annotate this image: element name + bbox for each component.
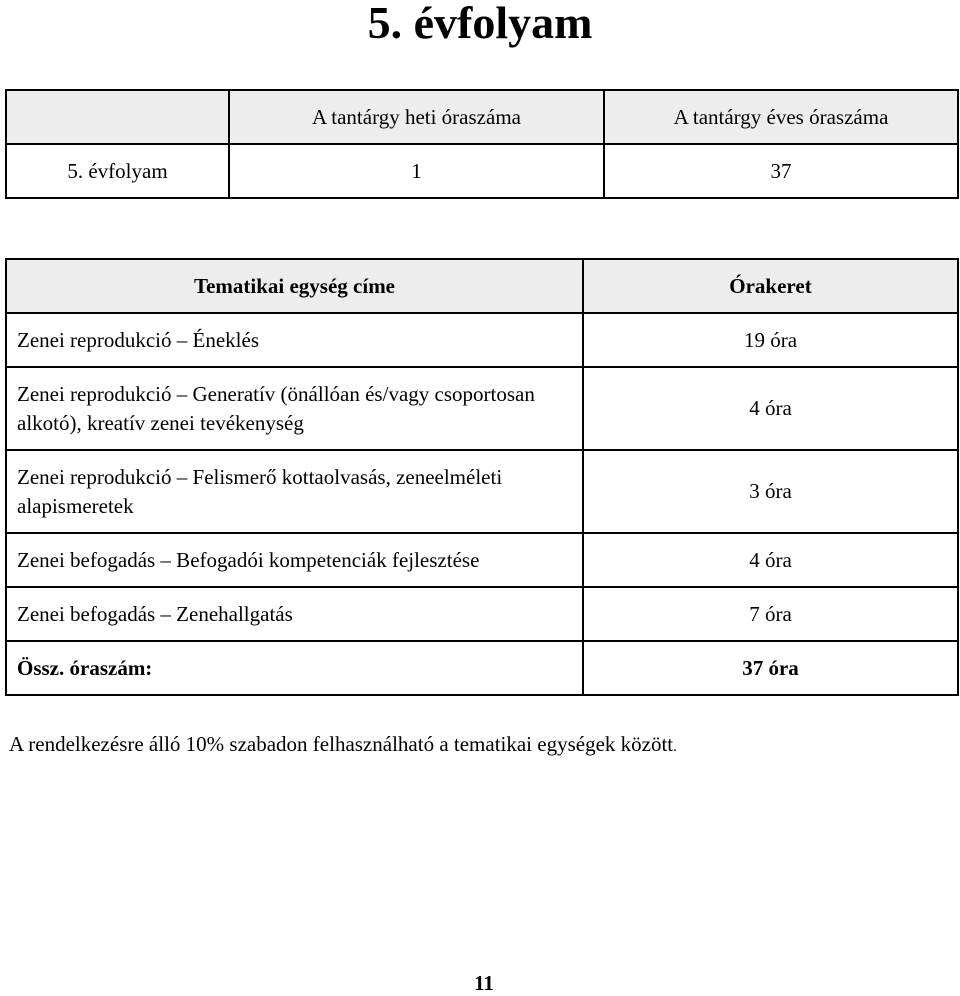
total-label: Össz. óraszám: <box>6 641 583 695</box>
table-row <box>6 367 958 450</box>
hours-table-header-row <box>6 90 958 144</box>
hours-table-weekly-value: 1 <box>229 144 604 198</box>
hours-table-grade: 5. évfolyam <box>6 144 229 198</box>
total-hours: 37 óra <box>583 641 958 695</box>
hours-table-row <box>6 144 958 198</box>
hours-table-header-empty <box>6 90 229 144</box>
footnote-period: . <box>673 739 677 755</box>
topics-total-row <box>6 641 958 695</box>
topic-hours: 3 óra <box>583 450 958 533</box>
table-row <box>6 533 958 587</box>
table-row <box>6 450 958 533</box>
topic-title: Zenei reprodukció – Felismerő kottaolvasás, zeneelméleti alapismeretek <box>6 450 583 533</box>
page-number: 11 <box>474 971 494 995</box>
topic-hours: 19 óra <box>583 313 958 367</box>
topic-title: Zenei befogadás – Zenehallgatás <box>6 587 583 641</box>
topics-header-title: Tematikai egység címe <box>6 259 583 313</box>
topics-header-hours: Órakeret <box>583 259 958 313</box>
hours-table <box>5 89 959 199</box>
footnote-text: A rendelkezésre álló 10% szabadon felhasználható a tematikai egységek között <box>9 732 674 756</box>
hours-table-header-weekly: A tantárgy heti óraszáma <box>229 90 604 144</box>
topic-title: Zenei reprodukció – Generatív (önállóan és/vagy csoportosan alkotó), kreatív zenei tevékenység <box>6 367 583 450</box>
topics-table-header-row <box>6 259 958 313</box>
topic-hours: 4 óra <box>583 533 958 587</box>
topic-hours: 4 óra <box>583 367 958 450</box>
footnote <box>9 731 677 760</box>
topics-table <box>5 258 959 696</box>
table-row <box>6 313 958 367</box>
page-title: 5. évfolyam <box>367 0 593 48</box>
hours-table-yearly-value: 37 <box>604 144 958 198</box>
topic-title: Zenei reprodukció – Éneklés <box>6 313 583 367</box>
hours-table-header-yearly: A tantárgy éves óraszáma <box>604 90 958 144</box>
table-row <box>6 587 958 641</box>
topic-hours: 7 óra <box>583 587 958 641</box>
topic-title: Zenei befogadás – Befogadói kompetenciák fejlesztése <box>6 533 583 587</box>
